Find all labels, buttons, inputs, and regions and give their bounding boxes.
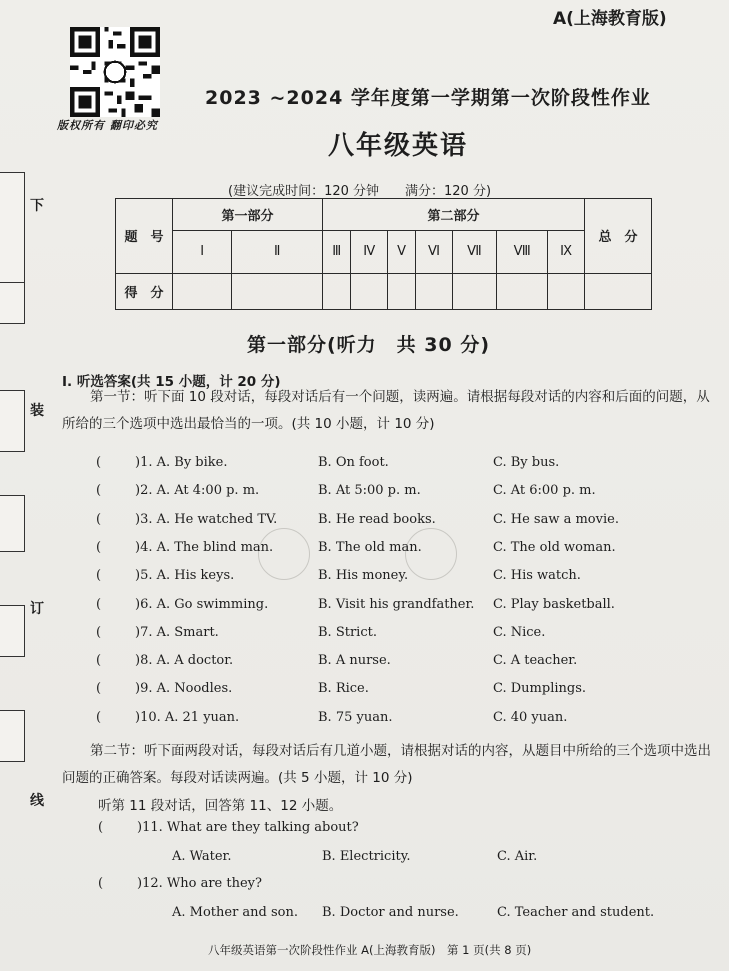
answer-blank: ( — [96, 512, 102, 527]
question-option-b: B. At 5:00 p. m. — [318, 483, 421, 498]
question-option-b: B. The old man. — [318, 540, 422, 555]
subject-title: 八年级英语 — [328, 131, 469, 161]
question-option-b: B. Rice. — [318, 681, 369, 696]
score-cell[interactable] — [416, 273, 453, 309]
numeral-cell: Ⅴ — [388, 231, 416, 273]
numeral-cell: Ⅰ — [173, 231, 232, 273]
answer-blank: ( — [98, 820, 104, 835]
margin-label: 下 — [30, 198, 44, 214]
numeral-cell: Ⅵ — [416, 231, 453, 273]
score-cell[interactable] — [351, 273, 388, 309]
question-option-c: C. Nice. — [493, 625, 546, 640]
score-cell[interactable] — [323, 273, 351, 309]
numeral-cell: Ⅶ — [452, 231, 496, 273]
question-option-b: B. Doctor and nurse. — [322, 905, 459, 920]
total-header: 总 分 — [585, 199, 652, 274]
numeral-cell: Ⅸ — [548, 231, 585, 273]
question-option-a: )10. A. 21 yuan. — [135, 710, 240, 725]
section1-instructions: 第一节：听下面 10 段对话，每段对话后有一个问题，读两遍。请根据每段对话的内容和后面的问题，从所给的三个选项中选出最恰当的一项。(共 10 小题，计 10 分) — [62, 389, 710, 432]
binding-margin — [0, 150, 26, 940]
answer-blank: ( — [96, 540, 102, 555]
margin-box — [0, 495, 25, 552]
question-option-a: )8. A. A doctor. — [135, 653, 234, 668]
question-option-c: C. He saw a movie. — [493, 512, 619, 527]
answer-blank: ( — [96, 625, 102, 640]
question-option-c: C. At 6:00 p. m. — [493, 483, 596, 498]
question-option-b: B. A nurse. — [318, 653, 391, 668]
score-cell[interactable] — [548, 273, 585, 309]
score-cell[interactable] — [452, 273, 496, 309]
question-option-a: A. Water. — [172, 849, 232, 864]
answer-blank: ( — [98, 876, 104, 891]
answer-blank: ( — [96, 710, 102, 725]
margin-box — [0, 172, 25, 294]
question-option-a: )6. A. Go swimming. — [135, 597, 269, 612]
numeral-cell: Ⅱ — [232, 231, 323, 273]
question-option-a: )1. A. By bike. — [135, 455, 228, 470]
question-option-a: )5. A. His keys. — [135, 568, 235, 583]
score-cell[interactable] — [173, 273, 232, 309]
margin-box — [0, 605, 25, 657]
part-heading: Ⅰ. 听选答案(共 15 小题，计 20 分) — [62, 374, 281, 390]
question-option-a: A. Mother and son. — [172, 905, 299, 920]
question-option-c: C. Teacher and student. — [497, 905, 655, 920]
question-option-a: )2. A. At 4:00 p. m. — [135, 483, 260, 498]
total-score-cell[interactable] — [585, 273, 652, 309]
question-option-b: B. Visit his grandfather. — [318, 597, 475, 612]
question-option-c: C. Play basketball. — [493, 597, 615, 612]
score-cell[interactable] — [388, 273, 416, 309]
row-label-number: 题 号 — [116, 199, 173, 274]
answer-blank: ( — [96, 568, 102, 583]
qr-code-icon — [70, 27, 160, 117]
question-option-b: B. He read books. — [318, 512, 436, 527]
margin-label: 线 — [30, 793, 44, 809]
answer-blank: ( — [96, 483, 102, 498]
copyright-notice: 版权所有 翻印必究 — [57, 119, 158, 132]
page-footer: 八年级英语第一次阶段性作业 A(上海教育版) 第 1 页(共 8 页) — [208, 943, 532, 957]
section-title: 第一部分(听力 共 30 分) — [247, 334, 491, 356]
margin-box — [0, 282, 25, 324]
question-stem: )11. What are they talking about? — [137, 820, 359, 835]
margin-box — [0, 390, 25, 452]
score-cell[interactable] — [496, 273, 547, 309]
question-option-b: B. Electricity. — [322, 849, 411, 864]
question-option-a: )3. A. He watched TV. — [135, 512, 278, 527]
question-option-c: C. The old woman. — [493, 540, 616, 555]
answer-blank: ( — [96, 597, 102, 612]
question-option-a: )7. A. Smart. — [135, 625, 219, 640]
numeral-cell: Ⅳ — [351, 231, 388, 273]
time-and-score-info: (建议完成时间：120 分钟 满分：120 分) — [228, 184, 492, 199]
question-option-c: C. A teacher. — [493, 653, 578, 668]
question-option-c: C. His watch. — [493, 568, 581, 583]
question-option-b: B. 75 yuan. — [318, 710, 393, 725]
part1-header: 第一部分 — [173, 199, 323, 231]
score-table — [115, 198, 652, 310]
question-stem: )12. Who are they? — [137, 876, 262, 891]
answer-blank: ( — [96, 653, 102, 668]
question-option-a: )9. A. Noodles. — [135, 681, 233, 696]
question-option-b: B. Strict. — [318, 625, 377, 640]
numeral-cell: Ⅲ — [323, 231, 351, 273]
margin-box — [0, 710, 25, 762]
answer-blank: ( — [96, 455, 102, 470]
margin-label: 装 — [30, 403, 44, 419]
exam-title: 2023 ~2024 学年度第一学期第一次阶段性作业 — [205, 87, 651, 109]
score-cell[interactable] — [232, 273, 323, 309]
row-label-score: 得 分 — [116, 273, 173, 309]
question-option-c: C. 40 yuan. — [493, 710, 568, 725]
question-option-c: C. By bus. — [493, 455, 560, 470]
part2-header: 第二部分 — [323, 199, 585, 231]
margin-label: 订 — [30, 601, 44, 617]
numeral-cell: Ⅷ — [496, 231, 547, 273]
question-option-b: B. His money. — [318, 568, 409, 583]
edition-label: A(上海教育版) — [553, 9, 667, 29]
question-option-b: B. On foot. — [318, 455, 389, 470]
dialog-intro: 听第 11 段对话，回答第 11、12 小题。 — [98, 798, 343, 814]
section2-instructions: 第二节：听下面两段对话，每段对话后有几道小题，请根据对话的内容，从题目中所给的三个选项中选出问题的正确答案。每段对话读两遍。(共 5 小题，计 10 分) — [62, 743, 711, 786]
question-option-c: C. Air. — [497, 849, 538, 864]
answer-blank: ( — [96, 681, 102, 696]
question-option-a: )4. A. The blind man. — [135, 540, 274, 555]
question-option-c: C. Dumplings. — [493, 681, 587, 696]
